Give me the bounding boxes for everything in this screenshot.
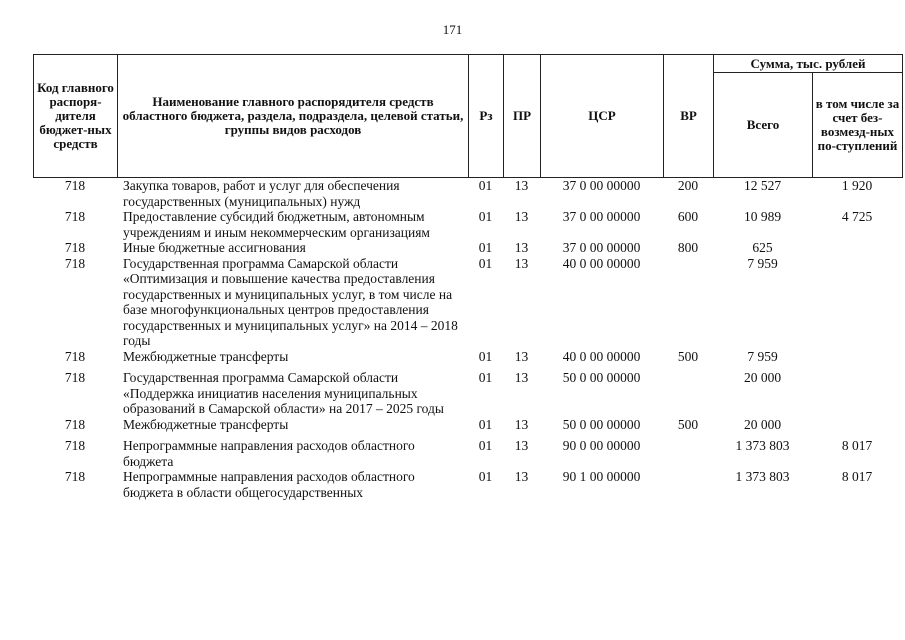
cell-kod: 718 bbox=[64, 240, 86, 255]
header-sum: Сумма, тыс. рублей bbox=[714, 55, 903, 73]
cell-free: 1 920 bbox=[841, 178, 873, 193]
cell-total: 20 000 bbox=[743, 370, 782, 385]
cell-free bbox=[812, 349, 902, 365]
cell-vr: 600 bbox=[677, 209, 699, 224]
cell-csr: 90 0 00 00000 bbox=[562, 438, 641, 453]
cell-rz: 01 bbox=[478, 469, 493, 484]
cell-total: 1 373 803 bbox=[735, 469, 790, 484]
header-vr: ВР bbox=[664, 55, 714, 178]
table-row bbox=[33, 469, 902, 500]
cell-name: Межбюджетные трансферты bbox=[123, 348, 289, 364]
cell-free: 8 017 bbox=[841, 438, 873, 453]
cell-rz: 01 bbox=[478, 209, 493, 224]
cell-rz: 01 bbox=[478, 370, 493, 385]
cell-free: 4 725 bbox=[841, 209, 873, 224]
header-kod: Код главного распоря-дителя бюджет-ных средств bbox=[34, 55, 118, 178]
cell-rz: 01 bbox=[478, 416, 493, 432]
cell-kod: 718 bbox=[64, 348, 86, 364]
cell-total: 1 373 803 bbox=[735, 438, 790, 453]
cell-vr bbox=[663, 364, 713, 417]
cell-pr: 13 bbox=[514, 469, 529, 484]
cell-csr: 50 0 00 00000 bbox=[562, 370, 641, 385]
table-row bbox=[33, 349, 902, 365]
cell-pr: 13 bbox=[514, 178, 529, 193]
table-body bbox=[33, 178, 902, 500]
cell-pr: 13 bbox=[514, 370, 529, 385]
cell-csr: 40 0 00 00000 bbox=[562, 348, 641, 364]
cell-rz: 01 bbox=[478, 240, 493, 255]
cell-vr bbox=[663, 256, 713, 349]
cell-kod: 718 bbox=[64, 209, 86, 224]
cell-csr: 37 0 00 00000 bbox=[562, 209, 641, 224]
cell-rz: 01 bbox=[478, 438, 493, 453]
cell-rz: 01 bbox=[478, 255, 493, 271]
cell-vr: 800 bbox=[677, 240, 699, 255]
cell-kod: 718 bbox=[64, 370, 86, 385]
cell-pr: 13 bbox=[514, 255, 529, 271]
table-header bbox=[33, 54, 903, 178]
header-free: в том числе за счет без-возмезд-ных по-ступлений bbox=[813, 73, 903, 178]
cell-total: 20 000 bbox=[743, 416, 782, 432]
table-row bbox=[33, 432, 902, 469]
cell-name: Иные бюджетные ассигнования bbox=[123, 240, 306, 255]
table-row bbox=[33, 178, 902, 209]
cell-free bbox=[812, 417, 902, 433]
cell-total: 10 989 bbox=[743, 209, 782, 224]
cell-vr: 200 bbox=[677, 178, 699, 193]
cell-csr: 40 0 00 00000 bbox=[562, 255, 641, 271]
cell-total: 7 959 bbox=[747, 348, 778, 364]
cell-free: 8 017 bbox=[841, 469, 873, 484]
cell-vr: 500 bbox=[677, 416, 699, 432]
table-row bbox=[33, 240, 902, 256]
cell-vr: 500 bbox=[677, 348, 699, 364]
cell-free bbox=[812, 364, 902, 417]
cell-total: 7 959 bbox=[747, 255, 778, 271]
page-number: 171 bbox=[442, 22, 463, 37]
cell-vr bbox=[663, 432, 713, 469]
cell-name: Непрограммные направления расходов областного бюджета в области общегосударственных bbox=[123, 469, 415, 500]
header-name: Наименование главного распорядителя средств областного бюджета, раздела, подраздела, целевой статьи, группы видов расходов bbox=[118, 55, 469, 178]
cell-name: Предоставление субсидий бюджетным, автономным учреждениям и иным некоммерческим организациям bbox=[123, 209, 430, 240]
cell-pr: 13 bbox=[514, 209, 529, 224]
table-row bbox=[33, 417, 902, 433]
cell-kod: 718 bbox=[64, 255, 86, 271]
cell-csr: 37 0 00 00000 bbox=[562, 178, 641, 193]
header-csr: ЦСР bbox=[541, 55, 664, 178]
cell-pr: 13 bbox=[514, 438, 529, 453]
cell-name: Государственная программа Самарской области «Оптимизация и повышение качества предоставления государственных и муниципальных услуг, в том числе на базе многофункциональных центров предоставления государственных и муниципальных услуг» на 2014 – 2018 годы bbox=[123, 255, 458, 348]
cell-free bbox=[812, 256, 902, 349]
cell-rz: 01 bbox=[478, 348, 493, 364]
cell-pr: 13 bbox=[514, 348, 529, 364]
cell-kod: 718 bbox=[64, 438, 86, 453]
header-rz: Рз bbox=[469, 55, 504, 178]
cell-total: 12 527 bbox=[743, 178, 782, 193]
cell-kod: 718 bbox=[64, 469, 86, 484]
table-row bbox=[33, 256, 902, 349]
header-pr: ПР bbox=[504, 55, 541, 178]
cell-rz: 01 bbox=[478, 178, 493, 193]
cell-vr bbox=[663, 469, 713, 500]
cell-name: Непрограммные направления расходов областного бюджета bbox=[123, 438, 415, 469]
table-row bbox=[33, 364, 902, 417]
cell-name: Государственная программа Самарской области «Поддержка инициатив населения муниципальных образований в Самарской области» на 2017 – 2025 годы bbox=[123, 370, 444, 416]
cell-pr: 13 bbox=[514, 240, 529, 255]
cell-name: Закупка товаров, работ и услуг для обеспечения государственных (муниципальных) нужд bbox=[123, 178, 400, 209]
cell-kod: 718 bbox=[64, 416, 86, 432]
cell-csr: 50 0 00 00000 bbox=[562, 416, 641, 432]
cell-name: Межбюджетные трансферты bbox=[123, 416, 289, 432]
cell-csr: 90 1 00 00000 bbox=[562, 469, 641, 484]
cell-kod: 718 bbox=[64, 178, 86, 193]
table-row bbox=[33, 209, 902, 240]
cell-free bbox=[812, 240, 902, 256]
cell-total: 625 bbox=[752, 240, 773, 255]
cell-pr: 13 bbox=[514, 416, 529, 432]
cell-csr: 37 0 00 00000 bbox=[562, 240, 641, 255]
header-total: Всего bbox=[714, 73, 813, 178]
